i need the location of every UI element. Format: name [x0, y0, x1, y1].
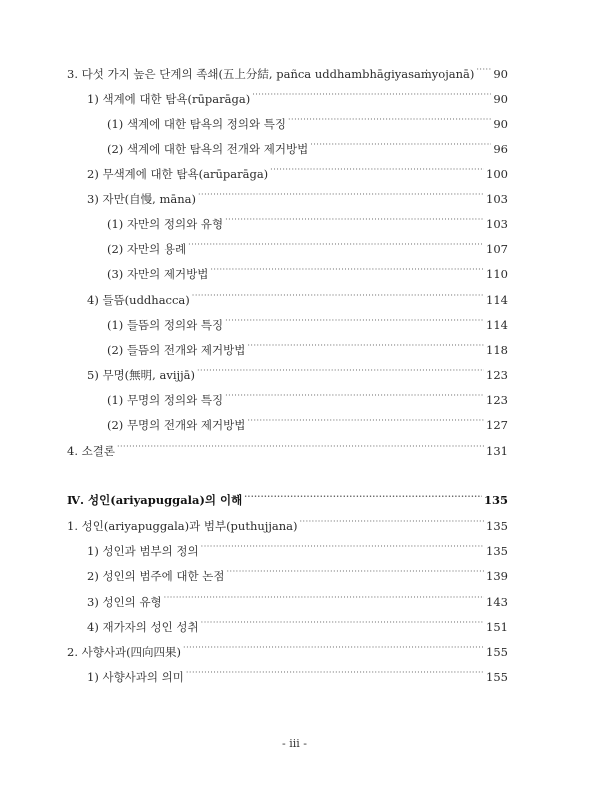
toc-entry[interactable]: [67, 441, 508, 458]
dot-leader: [244, 490, 482, 504]
toc-entry[interactable]: [67, 516, 508, 533]
toc-entry-label: 1) 사향사과의 의미: [87, 670, 184, 684]
dot-leader: [227, 566, 485, 580]
dot-leader: [476, 64, 491, 78]
toc-entry[interactable]: [87, 667, 508, 684]
toc-entry[interactable]: [107, 264, 508, 281]
toc-entry-label: 1. 성인(ariyapuggala)과 범부(puthujjana): [67, 519, 298, 533]
dot-leader: [225, 315, 484, 329]
toc-entry-page: 90: [493, 92, 508, 106]
toc-entry-page: 107: [486, 242, 508, 256]
toc-entry[interactable]: [87, 365, 508, 382]
toc-entry[interactable]: [107, 315, 508, 332]
toc-entry-label: (2) 들뜸의 전개와 제거방법: [107, 343, 246, 357]
toc-entry-page: 103: [486, 192, 508, 206]
page-number: - iii -: [282, 737, 307, 750]
dot-leader: [210, 264, 484, 278]
dot-leader: [192, 290, 484, 304]
toc-entry[interactable]: [107, 214, 508, 231]
toc-entry-page: 90: [493, 67, 508, 81]
dot-leader: [201, 541, 484, 555]
toc-entry[interactable]: [87, 89, 508, 106]
dot-leader: [225, 214, 484, 228]
toc-entry-page: 151: [486, 620, 508, 634]
toc-entry-label: (2) 색계에 대한 탐욕의 전개와 제거방법: [107, 142, 309, 156]
toc-entry-page: 155: [486, 645, 508, 659]
toc-entry-page: 114: [486, 293, 508, 307]
dot-leader: [164, 592, 484, 606]
toc-entry-label: 3) 성인의 유형: [87, 595, 162, 609]
toc-entry[interactable]: [87, 617, 508, 634]
toc-entry-page: 114: [486, 318, 508, 332]
toc-chapter-entry[interactable]: [67, 490, 508, 507]
dot-leader: [183, 642, 484, 656]
toc-entry[interactable]: [107, 340, 508, 357]
toc-entry-label: (3) 자만의 제거방법: [107, 267, 209, 281]
toc-entry-label: (1) 자만의 정의와 유형: [107, 217, 224, 231]
toc-entry-page: 135: [486, 544, 508, 558]
toc-entry[interactable]: [87, 592, 508, 609]
dot-leader: [201, 617, 484, 631]
toc-entry-page: 155: [486, 670, 508, 684]
toc-entry-page: 90: [493, 117, 508, 131]
dot-leader: [252, 89, 491, 103]
toc-entry[interactable]: [87, 290, 508, 307]
toc-entry[interactable]: [87, 164, 508, 181]
dot-leader: [288, 114, 491, 128]
toc-entry[interactable]: [67, 64, 508, 81]
toc-entry-page: 96: [493, 142, 508, 156]
toc-entry-page: 110: [486, 267, 508, 281]
toc-entry-label: (2) 자만의 용례: [107, 242, 187, 256]
toc-entry-label: 2. 사향사과(四向四果): [67, 645, 182, 659]
toc-entry-label: 4) 들뜸(uddhacca): [87, 293, 190, 307]
toc-entry-page: 127: [486, 418, 508, 432]
toc-entry[interactable]: [107, 239, 508, 256]
toc-entry-page: 135: [486, 519, 508, 533]
toc-entry-label: 2) 성인의 범주에 대한 논점: [87, 569, 225, 583]
toc-entry-label: 5) 무명(無明, avijjā): [87, 368, 195, 382]
toc-entry-label: 3. 다섯 가지 높은 단계의 족쇄(五上分結, pañca uddhambhāgiyasaṁyojanā): [67, 67, 475, 81]
toc-entry-label: 3) 자만(自慢, māna): [87, 192, 196, 206]
toc-entry-label: 4) 재가자의 성인 성취: [87, 620, 199, 634]
toc-entry[interactable]: [87, 189, 508, 206]
toc-entry-page: 139: [486, 569, 508, 583]
toc-entry[interactable]: [107, 139, 508, 156]
dot-leader: [198, 189, 484, 203]
toc-entry[interactable]: [107, 415, 508, 432]
toc-entry-page: 103: [486, 217, 508, 231]
toc-entry[interactable]: [87, 566, 508, 583]
toc-entry-label: (1) 들뜸의 정의와 특징: [107, 318, 224, 332]
dot-leader: [247, 340, 484, 354]
toc-entry-label: 1) 성인과 범부의 정의: [87, 544, 199, 558]
dot-leader: [117, 441, 484, 455]
dot-leader: [186, 667, 484, 681]
toc-entry-label: Ⅳ. 성인(ariyapuggala)의 이해: [67, 493, 243, 507]
toc-entry-page: 100: [486, 167, 508, 181]
toc-entry-label: (1) 색계에 대한 탐욕의 정의와 특징: [107, 117, 286, 131]
dot-leader: [270, 164, 484, 178]
toc-entry[interactable]: [107, 390, 508, 407]
toc-entry[interactable]: [107, 114, 508, 131]
toc-entry-page: 135: [483, 493, 508, 507]
toc-entry-label: (2) 무명의 전개와 제거방법: [107, 418, 246, 432]
toc-entry-page: 123: [486, 368, 508, 382]
dot-leader: [225, 390, 484, 404]
dot-leader: [188, 239, 484, 253]
toc-entry-page: 143: [486, 595, 508, 609]
dot-leader: [197, 365, 484, 379]
toc-entry[interactable]: [87, 541, 508, 558]
dot-leader: [300, 516, 485, 530]
toc-entry-label: 1) 색계에 대한 탐욕(rūparāga): [87, 92, 251, 106]
dot-leader: [310, 139, 491, 153]
toc-entry-label: (1) 무명의 정의와 특징: [107, 393, 224, 407]
toc-entry-label: 2) 무색계에 대한 탐욕(arūparāga): [87, 167, 269, 181]
dot-leader: [247, 415, 484, 429]
toc-entry[interactable]: [67, 642, 508, 659]
toc-entry-page: 131: [486, 444, 508, 458]
toc-entry-page: 118: [486, 343, 508, 357]
toc-entry-page: 123: [486, 393, 508, 407]
toc-entry-label: 4. 소결론: [67, 444, 115, 458]
